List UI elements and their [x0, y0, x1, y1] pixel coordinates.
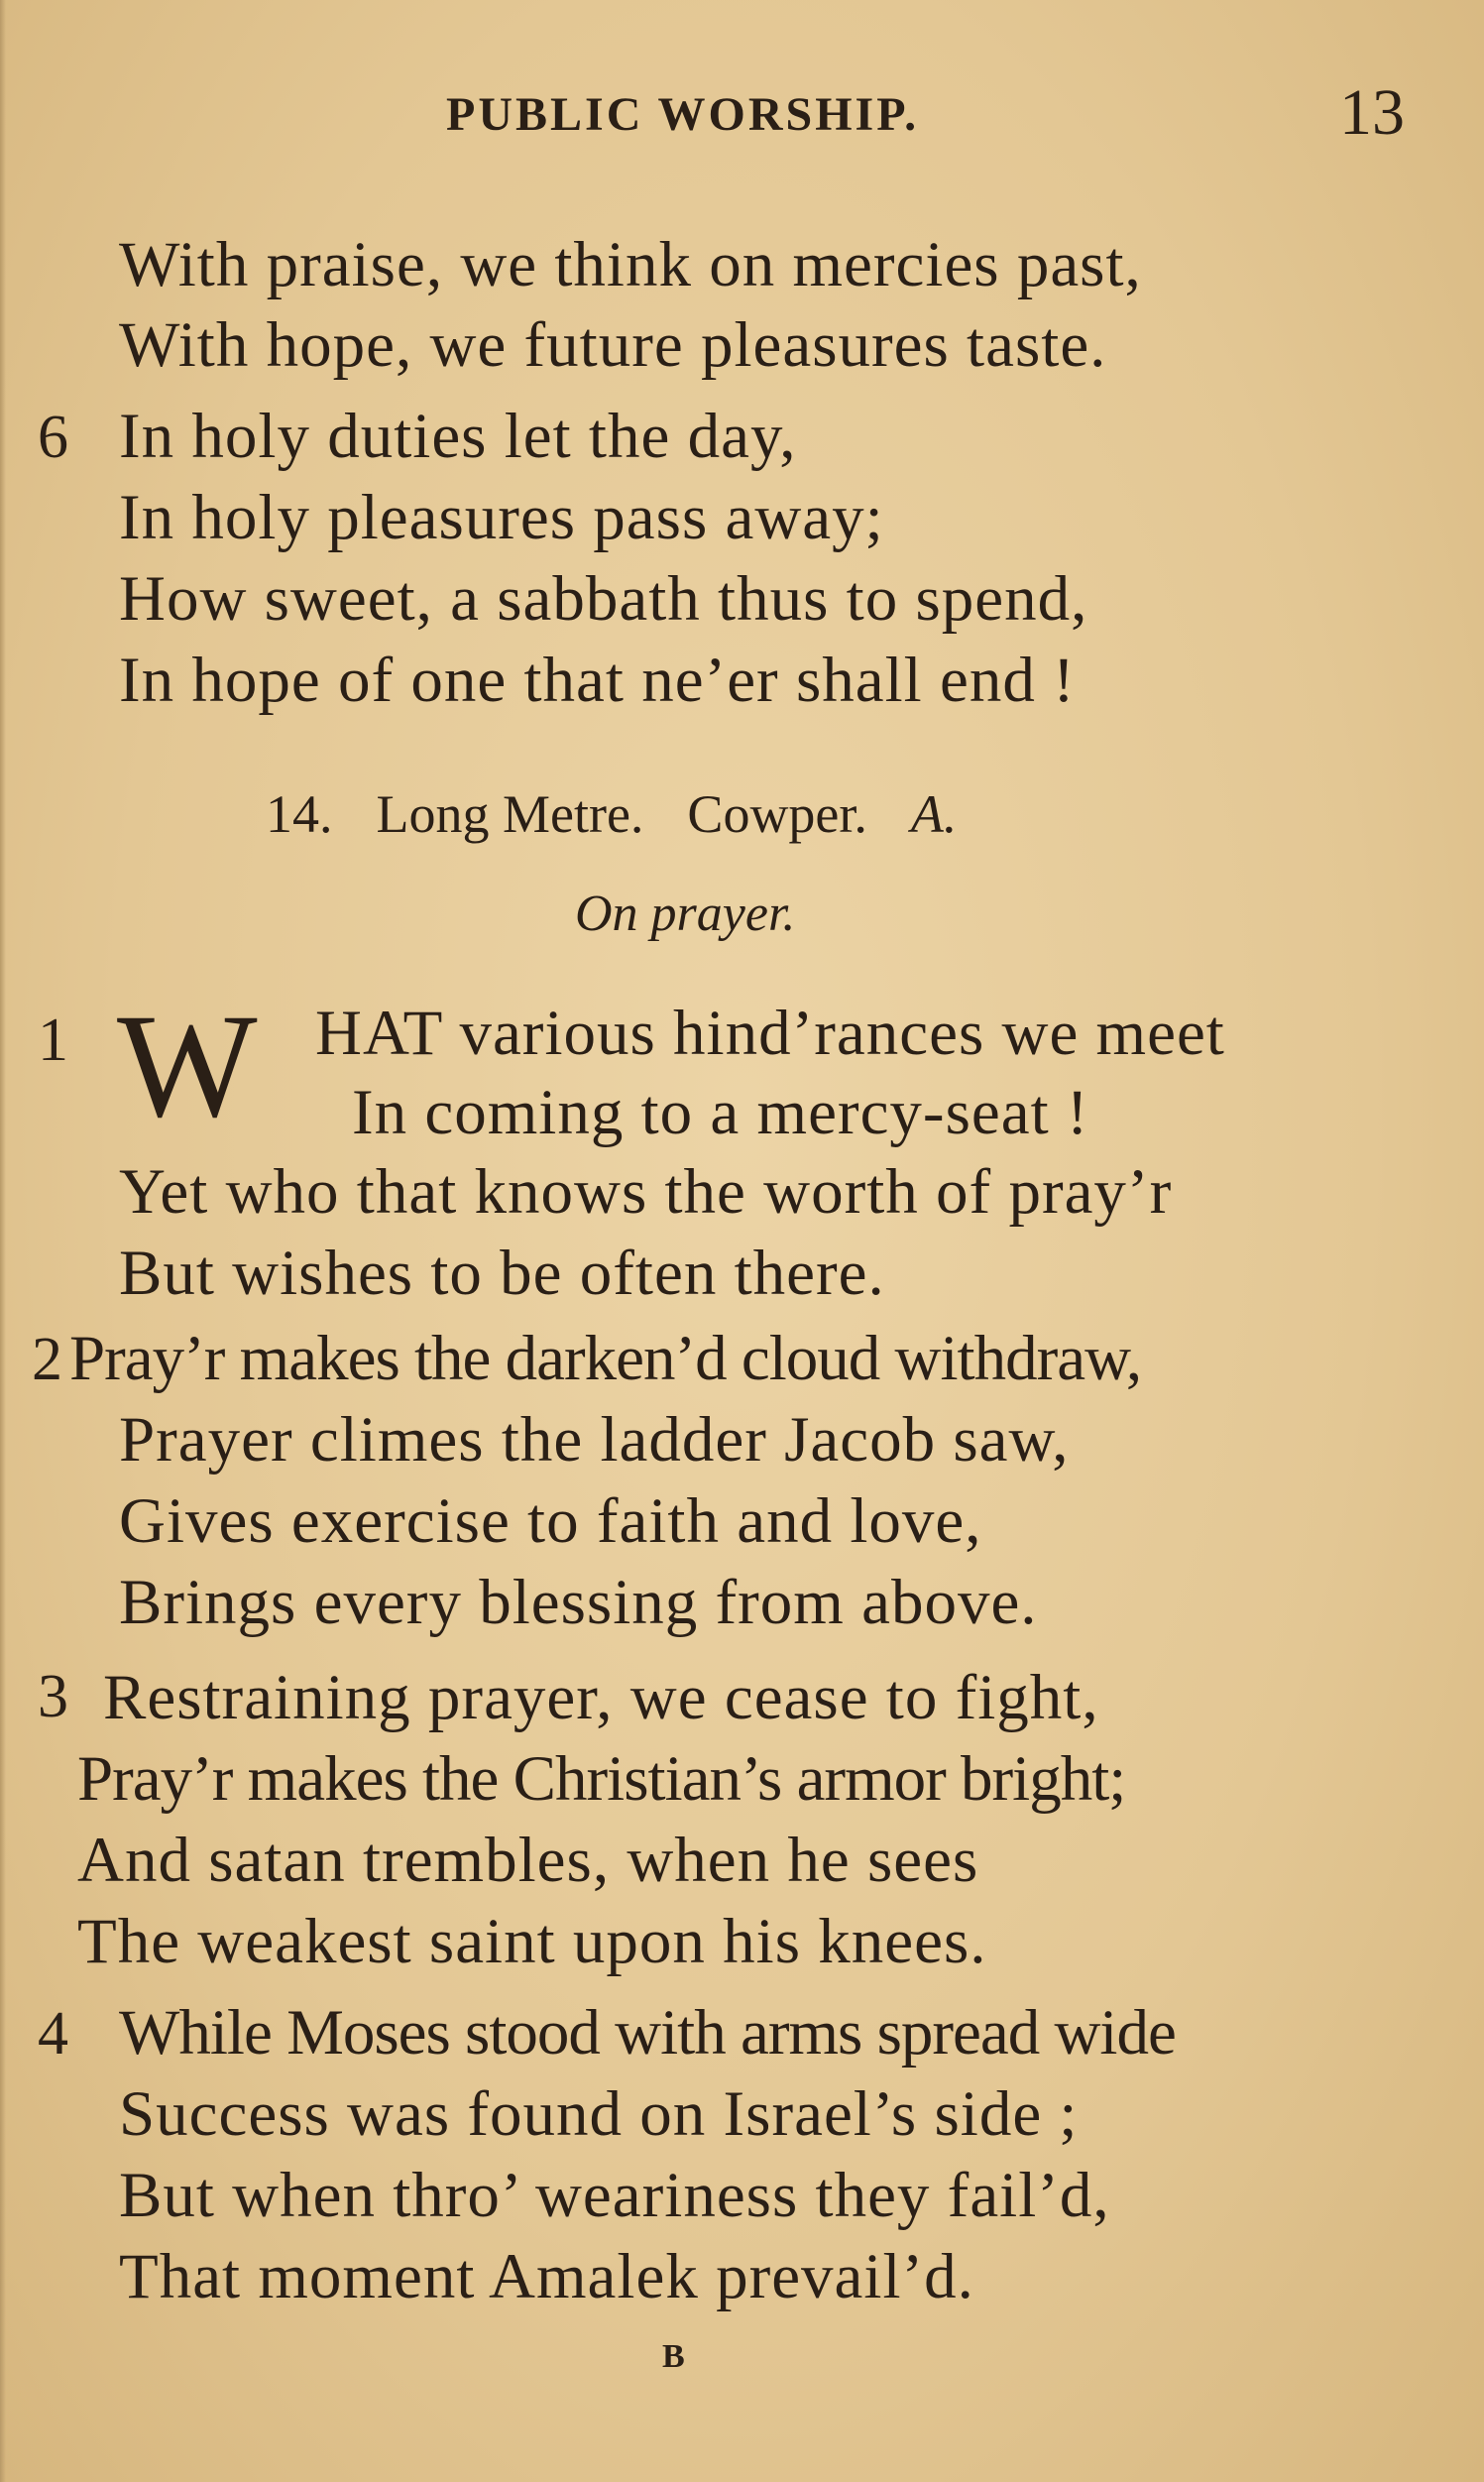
verse-number: 2 — [32, 1326, 62, 1393]
verse-line: Pray’r makes the Christian’s armor bright; — [77, 1743, 1126, 1815]
verse-line: With hope, we future pleasures taste. — [119, 309, 1107, 381]
verse-number: 3 — [38, 1663, 68, 1730]
signature-mark: B — [662, 2338, 685, 2375]
verse-line: In holy pleasures pass away; — [119, 482, 884, 553]
verse-line: And satan trembles, when he sees — [77, 1825, 979, 1896]
verse-line: While Moses stood with arms spread wide — [119, 1997, 1176, 2068]
hymn-subject: On prayer. — [575, 886, 796, 942]
verse-line: But when thro’ weariness they fail’d, — [119, 2160, 1110, 2231]
verse-line: In hope of one that ne’er shall end ! — [119, 645, 1076, 716]
verse-number: 1 — [38, 1006, 68, 1074]
verse-line: Prayer climes the ladder Jacob saw, — [119, 1404, 1070, 1476]
verse-line: In coming to a mercy-seat ! — [352, 1077, 1089, 1148]
hymn-author: Cowper. — [687, 784, 867, 844]
page-number: 13 — [1339, 76, 1405, 149]
hymn-tune-mark: A. — [910, 784, 958, 844]
verse-line: Gives exercise to faith and love, — [119, 1485, 982, 1557]
verse-line: Success was found on Israel’s side ; — [119, 2078, 1079, 2150]
verse-line: Pray’r makes the darken’d cloud withdraw, — [69, 1323, 1142, 1394]
verse-line: With praise, we think on mercies past, — [119, 229, 1142, 300]
verse-line: That moment Amalek prevail’d. — [119, 2241, 974, 2312]
verse-line: Brings every blessing from above. — [119, 1567, 1038, 1638]
verse-line: Yet who that knows the worth of pray’r — [119, 1156, 1173, 1228]
running-header: PUBLIC WORSHIP. — [446, 88, 920, 141]
hymn-heading — [266, 783, 1000, 845]
hymn-number: 14. — [266, 784, 333, 844]
verse-line: How sweet, a sabbath thus to spend, — [119, 563, 1088, 635]
verse-line: Restraining prayer, we cease to fight, — [103, 1662, 1099, 1733]
verse-line: HAT various hind’rances we meet — [315, 998, 1225, 1069]
verse-line: But wishes to be often there. — [119, 1238, 885, 1309]
verse-number: 4 — [38, 2000, 68, 2068]
verse-line: The weakest saint upon his knees. — [77, 1906, 987, 1977]
verse-number: 6 — [38, 404, 68, 471]
hymn-metre: Long Metre. — [376, 784, 644, 844]
drop-cap: W — [117, 984, 258, 1148]
verse-line: In holy duties let the day, — [119, 401, 797, 472]
